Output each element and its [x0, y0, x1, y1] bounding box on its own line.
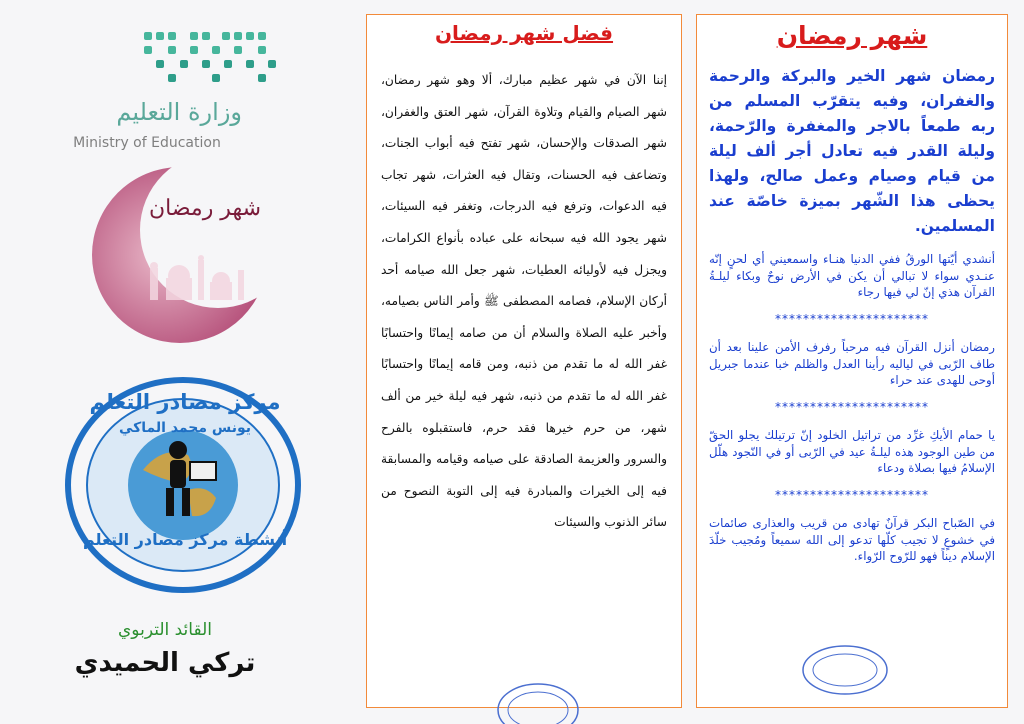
school-stamp — [800, 644, 890, 696]
panel-title: شهر رمضان — [776, 21, 928, 50]
intro-paragraph: رمضان شهر الخير والبركة والرحمة والغفران، وفيه يتقرّب المسلم من ربه طمعاً بالاجر والمغفرة والرّحمة، وليلة القدر فيه تعادل أجر ألف ليلة من قيام وصيام وعمل صالح، ولهذا يحظى هذا الشّهر بميزة خاصّة عند المسلمين. — [709, 67, 995, 235]
school-stamp — [496, 680, 580, 724]
separator: ********************** — [775, 487, 929, 502]
poem-verse: رمضان أنزل القرآن فيه مرحباً رفرف الأمن علينا بعد أن طاف الرّبى في لياليه رأينا العدل والظلم خبا عندما جبريل أوحى للهدى عند حراء — [709, 340, 995, 387]
logo-subtitle: يونس محمد الماكي — [118, 420, 252, 436]
ministry-name-arabic: وزارة التعليم — [116, 98, 242, 126]
poem-section — [697, 251, 1007, 565]
ramadan-crescent-art — [80, 160, 300, 350]
poem-verse: يا حمام الأيكِ غرِّد من تراتيل الخلود إنّ ترتيلك يجلو الحقّ من طين الوجود هذه ليلـةُ عيد في الرّبى أو في النّجود هلّل الإسلامُ فيها بصلاة ودعاء — [709, 428, 995, 475]
ministry-name-english: Ministry of Education — [73, 135, 221, 151]
ramadan-art-text: شهر رمضان — [148, 196, 262, 221]
leader-name: تركي الحميدي — [74, 648, 256, 678]
ramadan-month-panel — [696, 14, 1008, 708]
separator: ********************** — [775, 399, 929, 414]
ministry-logo-dots — [140, 28, 280, 86]
panel-title: فضل شهر رمضان — [434, 21, 614, 45]
leader-title: القائد التربوي — [118, 620, 212, 640]
poem-verse: في الصّباح البكر قرآنٌ تهادى من قريب والعذارى صائمات في خشوعٍ لا تجيب كلّها تدعو إلى الله سميعاً ومُجيب خلّدَ الإسلام ديناً فهو للرّوح الرّواء. — [709, 516, 995, 563]
separator: ********************** — [775, 311, 929, 326]
logo-text-bottom: أنشطة مركز مصادر التعلم — [82, 530, 288, 549]
left-column — [0, 0, 340, 724]
poem-verse: أنشدي أيّتها الورقُ ففي الدنيا هنـاء واسمعيني أي لحنٍ إنّه عنـدي سواء لا تبالي أن يكن في الأرض نوحٌ وبكاء ليلـةُ القرآن هذي إنّ لي فيها رجاء — [709, 252, 995, 299]
virtue-of-ramadan-panel — [366, 14, 682, 708]
logo-text-top: مركز مصادر التعلم — [89, 390, 281, 414]
panel-body-text: إننا الآن في شهر عظيم مبارك، ألا وهو شهر رمضان، شهر الصيام والقيام وتلاوة القرآن، شهر العتق والغفران، شهر الصدقات والإحسان، شهر تفتح فيه أبواب الجنات، وتضاعف فيه الحسنات، وتقال فيه العثرات، شهر تجاب فيه الدعوات، وترفع فيه الدرجات، وتغفر فيه السيئات، شهر يجود الله فيه سبحانه على عباده بأنواع الكرامات، ويجزل فيه لأوليائه العطيات، شهر جعل الله صيامه أحد أركان الإسلام، فصامه المصطفى ﷺ وأمر الناس بصيامه، وأخبر عليه الصلاة والسلام أن من صامه إيمانًا واحتسابًا غفر الله له ما تقدم من ذنبه، ومن قامه إيمانًا واحتسابًا غفر الله له ما تقدم من ذنبه، شهر فيه ليلة خير من ألف شهر، من حرم خيرها فقد حرم، فاستقبلوه بالفرح والسرور والعزيمة الصادقة على صيامه وقيامه والمسابقة فيه إلى الخيرات والمبادرة فيه إلى التوبة النصوح من سائر الذنوب والسيئات — [381, 73, 667, 530]
